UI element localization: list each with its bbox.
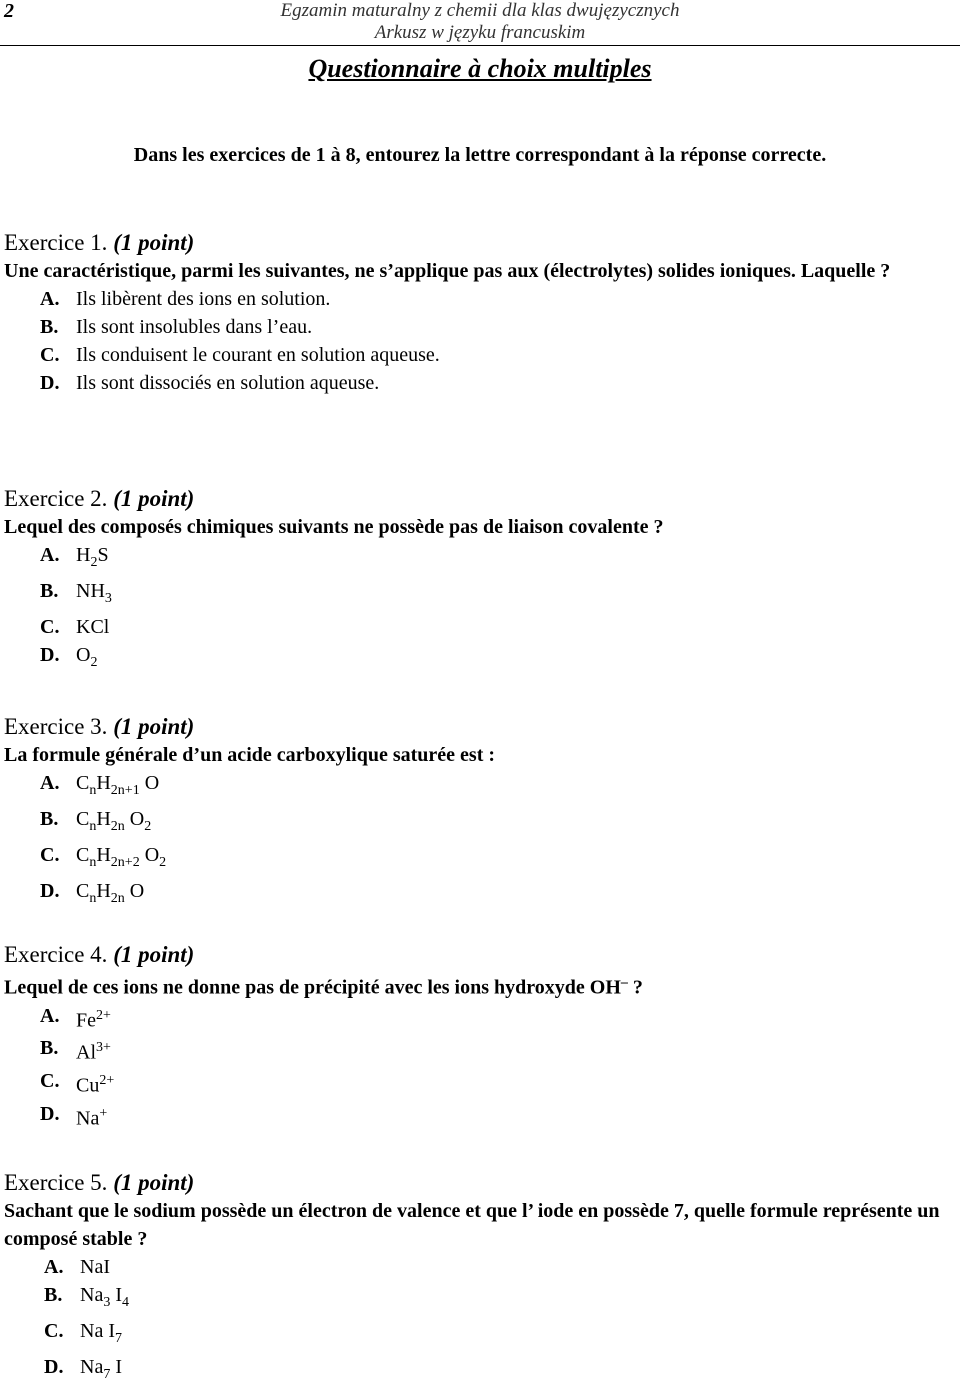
option-b[interactable] [4,1281,954,1317]
option-c[interactable] [4,613,954,641]
option-letter[interactable]: B. [40,1037,59,1060]
option-formula: Na $I_7$ [80,1320,122,1346]
exercise-points: (1 point) [113,486,195,511]
option-letter[interactable]: A. [44,1256,64,1278]
option-letter[interactable]: C. [40,1069,60,1092]
option-formula: $NH_3$ [76,580,112,606]
instructions: Dans les exercices de 1 à 8, entourez la lettre correspondant à la réponse correcte. [133,144,827,166]
option-c[interactable] [4,1317,954,1353]
exercise-2 [4,485,954,677]
exercise-heading [4,229,954,257]
option-d[interactable] [4,877,954,913]
exercise-question: La formule générale d’un acide carboxylique saturée est : [4,744,496,766]
option-text: Ils sont insolubles dans l’eau. [76,316,313,338]
option-formula: $Na_3$ $I_4$ [80,1284,129,1310]
option-text: Ils sont dissociés en solution aqueuse. [76,372,380,394]
option-c[interactable] [4,841,954,877]
option-c[interactable] [4,341,954,369]
option-b[interactable] [4,805,954,841]
exercise-heading [4,941,954,969]
option-letter[interactable]: B. [40,808,59,830]
exercise-question: Une caractéristique, parmi les suivantes, ne s’applique pas aux (électrolytes) solides ioniques. Laquelle ? [4,260,891,282]
option-letter[interactable]: D. [40,880,60,902]
exercise-label: Exercice 1. [4,230,108,255]
option-letter[interactable]: B. [40,316,59,338]
option-ion: $Al^{3+}$ [76,1040,111,1064]
exercise-3 [4,713,954,913]
option-a[interactable] [4,285,954,313]
option-a[interactable] [4,1253,954,1281]
option-formula: $O_2$ [76,644,98,670]
exercise-4 [4,941,954,1132]
option-c[interactable] [4,1067,954,1100]
header-divider [0,45,960,46]
option-letter[interactable]: C. [40,344,60,366]
option-text: Ils libèrent des ions en solution. [76,288,331,310]
option-a[interactable] [4,541,954,577]
exercise-label: Exercice 2. [4,486,108,511]
option-formula: $C_nH_{2n}$ $O_2$ [76,808,152,834]
header-exam-title: Egzamin maturalny z chemii dla klas dwujęzycznych [280,0,680,21]
option-letter[interactable]: B. [40,580,59,602]
option-letter[interactable]: D. [44,1356,64,1378]
option-formula: KCl [76,616,110,638]
option-d[interactable] [4,1100,954,1133]
option-d[interactable] [4,369,954,397]
option-d[interactable] [4,641,954,677]
section-title: Questionnaire à choix multiples [308,54,652,83]
exercise-5 [4,1169,954,1389]
exercise-question: Lequel de ces ions ne donne pas de précipité avec les ions hydroxyde OH– ? [4,975,643,999]
option-formula: NaI [80,1256,110,1278]
exercise-points: (1 point) [113,942,195,967]
option-letter[interactable]: A. [40,288,60,310]
option-formula: $C_nH_{2n+1}$ O [76,772,160,798]
exercise-question: Sachant que le sodium possède un électron de valence et que l’ iode en possède 7, quelle formule représente un composé stable ? [4,1200,940,1250]
exercise-1 [4,229,954,397]
option-letter[interactable]: A. [40,772,60,794]
option-b[interactable] [4,1034,954,1067]
exercise-label: Exercice 3. [4,714,108,739]
exercise-heading [4,485,954,513]
option-b[interactable] [4,313,954,341]
option-letter[interactable]: C. [40,844,60,866]
option-letter[interactable]: D. [40,1102,60,1125]
option-letter[interactable]: A. [40,544,60,566]
option-letter[interactable]: D. [40,372,60,394]
option-d[interactable] [4,1353,954,1389]
option-ion: Na+ [76,1105,108,1130]
option-ion: $Cu^{2+}$ [76,1072,115,1097]
option-letter[interactable]: C. [40,616,60,638]
header-sheet-language: Arkusz w języku francuskim [374,22,586,43]
exercise-question: Lequel des composés chimiques suivants ne possède pas de liaison covalente ? [4,516,664,538]
page-number: 2 [4,0,14,22]
exercise-points: (1 point) [113,714,195,739]
option-formula: $Na_7$ I [80,1356,122,1382]
option-letter[interactable]: C. [44,1320,64,1342]
option-a[interactable] [4,769,954,805]
option-formula: $H_2S$ [76,544,109,570]
option-formula: $C_nH_{2n+2}$ $O_2$ [76,844,167,870]
option-letter[interactable]: B. [44,1284,63,1306]
option-text: Ils conduisent le courant en solution aqueuse. [76,344,440,366]
exercise-heading [4,713,954,741]
option-letter[interactable]: A. [40,1004,60,1027]
option-letter[interactable]: D. [40,644,60,666]
exercise-heading [4,1169,954,1197]
option-formula: $C_nH_{2n}$ O [76,880,145,906]
exercise-points: (1 point) [113,1170,195,1195]
option-a[interactable] [4,1002,954,1035]
option-b[interactable] [4,577,954,613]
exercise-label: Exercice 5. [4,1170,108,1195]
exercise-points: (1 point) [113,230,195,255]
option-ion: $Fe^{2+}$ [76,1007,111,1032]
exercise-label: Exercice 4. [4,942,108,967]
